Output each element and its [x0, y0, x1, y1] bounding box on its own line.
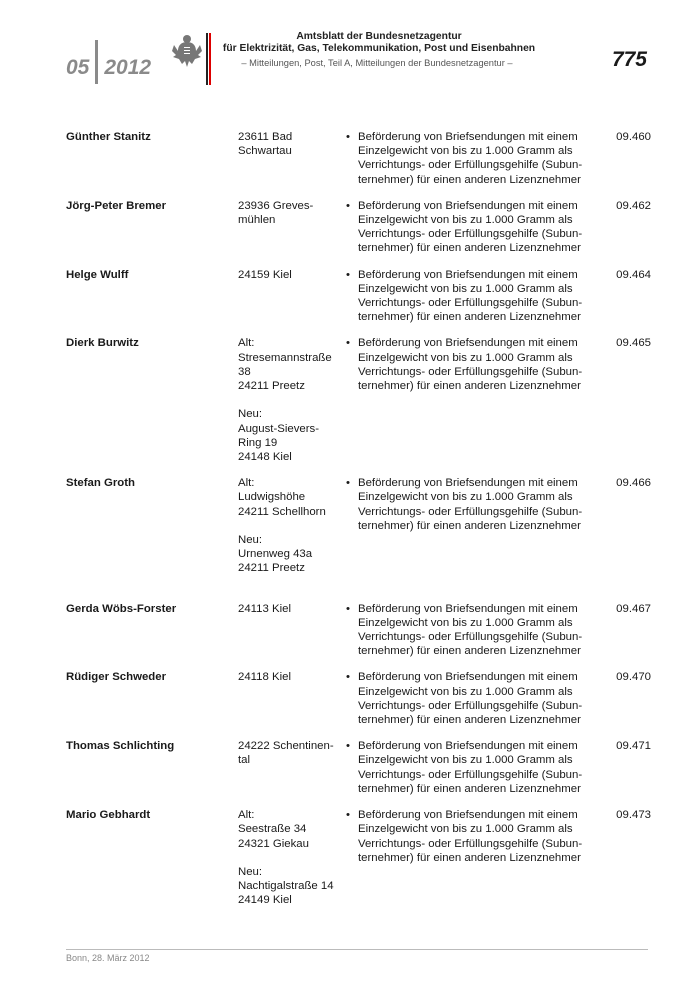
address-line: Ludwigshöhe — [238, 491, 306, 504]
address-line: Neu: — [238, 534, 263, 547]
issue-number: 05 — [66, 56, 90, 79]
license-number: 09.467 — [616, 602, 651, 615]
description-line: Einzelgewicht von bis zu 1.000 Gramm als — [358, 351, 573, 364]
description-line: ternehmer) für einen anderen Lizenznehmer — [358, 851, 581, 864]
page-number: 775 — [611, 48, 647, 71]
gazette-title-line1: Amtsblatt der Bundesnetzagentur — [296, 31, 462, 42]
flag-bar-red — [209, 33, 211, 85]
gazette-title — [214, 31, 544, 55]
address-line: mühlen — [238, 214, 276, 227]
issue-divider — [95, 40, 98, 84]
description-line: ternehmer) für einen anderen Lizenznehmer — [358, 782, 581, 795]
license-description — [358, 670, 606, 727]
description-line: Beförderung von Briefsendungen mit einem — [358, 337, 578, 350]
description-line: ternehmer) für einen anderen Lizenznehmer — [358, 714, 581, 727]
address-line: Neu: — [238, 865, 263, 878]
license-number: 09.464 — [616, 268, 651, 281]
bullet: • — [346, 809, 350, 822]
licensee-address — [238, 602, 338, 659]
description-line: Einzelgewicht von bis zu 1.000 Gramm als — [358, 491, 573, 504]
license-table — [66, 130, 651, 908]
address-line: 23936 Greves- — [238, 199, 314, 212]
description-line: Beförderung von Briefsendungen mit einem — [358, 199, 578, 212]
licensee-name: Stefan Groth — [66, 477, 135, 490]
address-line: 24211 Schellhorn — [238, 505, 326, 518]
description-line: Beförderung von Briefsendungen mit einem — [358, 671, 578, 684]
licensee-name: Mario Gebhardt — [66, 809, 151, 822]
address-line — [238, 851, 338, 865]
description-line: Einzelgewicht von bis zu 1.000 Gramm als — [358, 214, 573, 227]
gazette-subtitle: – Mitteilungen, Post, Teil A, Mitteilungen der Bundesnetzagentur – — [241, 58, 513, 68]
description-line: Verrichtungs- oder Erfüllungsgehilfe (Subun- — [358, 159, 583, 172]
address-line: 38 — [238, 365, 251, 378]
description-line: ternehmer) für einen anderen Lizenznehmer — [358, 242, 581, 255]
address-line: Alt: — [238, 477, 255, 490]
licensee-name: Gerda Wöbs-Forster — [66, 602, 177, 615]
address-line: 24222 Schentinen- — [238, 740, 334, 753]
bullet: • — [346, 740, 350, 753]
address-line: Ring 19 — [238, 436, 278, 449]
address-line: Nachtigalstraße 14 — [238, 880, 334, 893]
licensee-name: Helge Wulff — [66, 268, 129, 281]
bullet: • — [346, 602, 350, 615]
licensee-address — [238, 130, 338, 187]
licensee-address — [238, 336, 338, 464]
description-line: Beförderung von Briefsendungen mit einem — [358, 740, 578, 753]
table-row — [66, 130, 651, 187]
license-description — [358, 739, 606, 796]
gazette-title-line2: für Elektrizität, Gas, Telekommunikation, Post und Eisenbahnen — [222, 43, 536, 54]
table-row — [66, 336, 651, 464]
licensee-name: Jörg-Peter Bremer — [66, 199, 167, 212]
address-line: Neu: — [238, 408, 263, 421]
description-line: Beförderung von Briefsendungen mit einem — [358, 809, 578, 822]
licensee-address — [238, 808, 338, 907]
description-line: Beförderung von Briefsendungen mit einem — [358, 131, 578, 143]
description-line: Beförderung von Briefsendungen mit einem — [358, 268, 578, 281]
license-number: 09.471 — [616, 740, 651, 753]
address-line: Urnenweg 43a — [238, 548, 313, 561]
license-description — [358, 336, 606, 464]
description-line: Beförderung von Briefsendungen mit einem — [358, 602, 578, 615]
description-line: Einzelgewicht von bis zu 1.000 Gramm als — [358, 823, 573, 836]
description-line: Verrichtungs- oder Erfüllungsgehilfe (Subun- — [358, 297, 583, 310]
page-header — [0, 0, 700, 90]
bullet: • — [346, 268, 350, 281]
address-line: Alt: — [238, 809, 255, 822]
address-line: Schwartau — [238, 145, 292, 158]
licensee-address — [238, 268, 338, 325]
license-number: 09.460 — [616, 131, 651, 143]
table-row — [66, 602, 651, 659]
description-line: Einzelgewicht von bis zu 1.000 Gramm als — [358, 685, 573, 698]
address-line: Alt: — [238, 337, 255, 350]
flag-bar-black — [206, 33, 208, 85]
description-line: Verrichtungs- oder Erfüllungsgehilfe (Subun- — [358, 631, 583, 644]
description-line: Einzelgewicht von bis zu 1.000 Gramm als — [358, 754, 573, 767]
address-line: tal — [238, 754, 251, 767]
license-description — [358, 130, 606, 187]
bullet: • — [346, 337, 350, 350]
license-number: 09.466 — [616, 477, 651, 490]
license-number: 09.473 — [616, 809, 651, 822]
issue-year: 2012 — [104, 56, 152, 79]
licensee-name: Günther Stanitz — [66, 131, 151, 143]
description-line: Verrichtungs- oder Erfüllungsgehilfe (Subun- — [358, 505, 583, 518]
licensee-name: Dierk Burwitz — [66, 337, 139, 350]
description-line: Einzelgewicht von bis zu 1.000 Gramm als — [358, 282, 573, 295]
address-line: 24118 Kiel — [238, 671, 291, 684]
address-line: 24113 Kiel — [238, 602, 291, 615]
table-row — [66, 199, 651, 256]
license-description — [358, 199, 606, 256]
bullet: • — [346, 131, 350, 143]
description-line: Einzelgewicht von bis zu 1.000 Gramm als — [358, 616, 573, 629]
footer-date: Bonn, 28. März 2012 — [66, 953, 150, 963]
address-line: 24159 Kiel — [238, 268, 292, 281]
table-row — [66, 739, 651, 796]
address-line: August-Sievers- — [238, 422, 320, 435]
address-line — [238, 393, 338, 407]
license-description — [358, 268, 606, 325]
bullet: • — [346, 477, 350, 490]
licensee-address — [238, 670, 338, 727]
address-line — [238, 519, 338, 533]
description-line: Einzelgewicht von bis zu 1.000 Gramm als — [358, 145, 573, 158]
table-row — [66, 808, 651, 907]
licensee-name: Thomas Schlichting — [66, 740, 175, 753]
address-line: 24148 Kiel — [238, 451, 292, 464]
licensee-address — [238, 739, 338, 796]
description-line: Verrichtungs- oder Erfüllungsgehilfe (Subun- — [358, 768, 583, 781]
description-line: ternehmer) für einen anderen Lizenznehmer — [358, 311, 581, 324]
bullet: • — [346, 671, 350, 684]
description-line: Verrichtungs- oder Erfüllungsgehilfe (Subun- — [358, 365, 583, 378]
address-line: 24211 Preetz — [238, 562, 305, 575]
table-row — [66, 268, 651, 325]
licensee-address — [238, 476, 338, 575]
footer-divider — [66, 949, 648, 950]
license-description — [358, 476, 606, 575]
table-row — [66, 670, 651, 727]
description-line: ternehmer) für einen anderen Lizenznehmer — [358, 173, 581, 186]
address-line: 24321 Giekau — [238, 837, 309, 850]
license-number: 09.470 — [616, 671, 651, 684]
licensee-name: Rüdiger Schweder — [66, 671, 167, 684]
address-line: 24211 Preetz — [238, 380, 305, 393]
address-line: 23611 Bad — [238, 131, 293, 143]
description-line: Verrichtungs- oder Erfüllungsgehilfe (Subun- — [358, 699, 583, 712]
address-line: Stresemannstraße — [238, 351, 332, 364]
description-line: Verrichtungs- oder Erfüllungsgehilfe (Subun- — [358, 837, 583, 850]
description-line: ternehmer) für einen anderen Lizenznehmer — [358, 380, 581, 393]
description-line: ternehmer) für einen anderen Lizenznehmer — [358, 645, 581, 658]
license-number: 09.462 — [616, 199, 651, 212]
license-description — [358, 808, 606, 907]
address-line: Seestraße 34 — [238, 823, 307, 836]
address-line: 24149 Kiel — [238, 894, 292, 907]
licensee-address — [238, 199, 338, 256]
table-row — [66, 476, 651, 575]
license-number: 09.465 — [616, 337, 651, 350]
bullet: • — [346, 199, 350, 212]
description-line: Verrichtungs- oder Erfüllungsgehilfe (Subun- — [358, 228, 583, 241]
federal-eagle-icon — [170, 33, 204, 69]
license-description — [358, 602, 606, 659]
description-line: ternehmer) für einen anderen Lizenznehmer — [358, 519, 581, 532]
issue-label — [66, 46, 151, 90]
description-line: Beförderung von Briefsendungen mit einem — [358, 477, 578, 490]
